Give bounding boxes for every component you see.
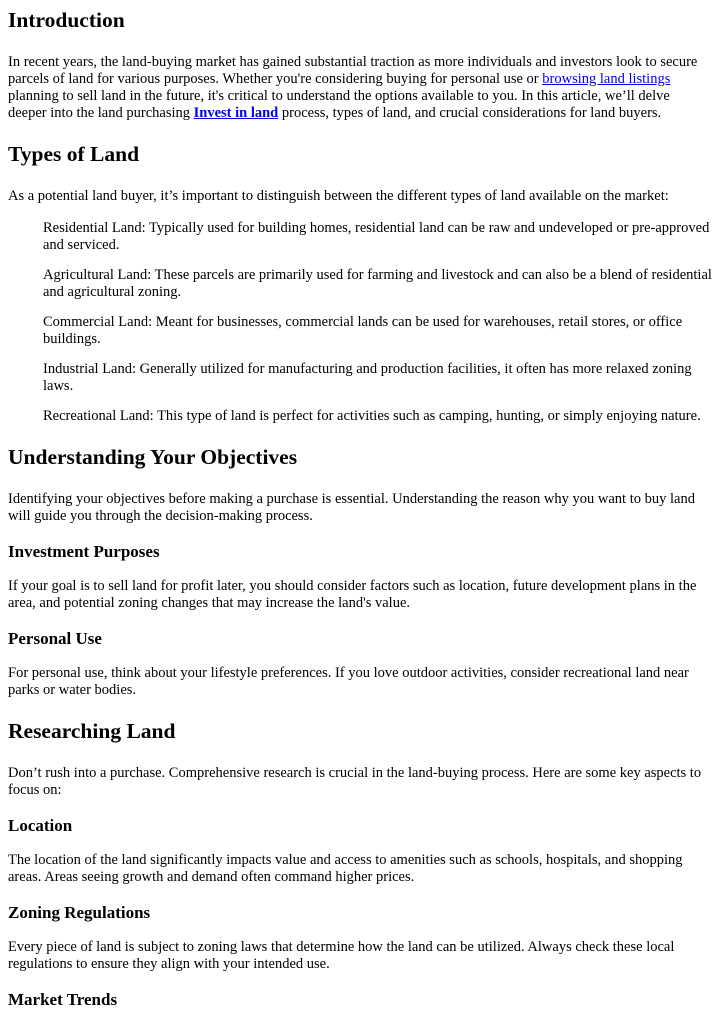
investment-purposes-paragraph: If your goal is to sell land for profit later, you should consider factors such as location, future development plans in the area, and potential zoning changes that may increase the land's value.: [8, 578, 697, 611]
researching-land-paragraph: Don’t rush into a purchase. Comprehensive research is crucial in the land-buying process. Here are some key aspects to focus on:: [8, 765, 702, 798]
introduction-paragraph: [8, 54, 712, 122]
list-item-recreational: Recreational Land: This type of land is perfect for activities such as camping, hunting, or simply enjoying nature.: [43, 408, 701, 424]
types-of-land-heading: Types of Land: [8, 142, 140, 166]
location-heading: Location: [8, 816, 73, 835]
objectives-paragraph: Identifying your objectives before making a purchase is essential. Understanding the reason why you want to buy land will guide you through the decision-making process.: [8, 491, 695, 524]
intro-text-1: In recent years, the land-buying market has gained substantial traction as more individuals and investors look to secure parcels of land for various purposes. Whether you're considering buying for personal use or: [8, 54, 698, 87]
location-paragraph: The location of the land significantly impacts value and access to amenities such as schools, hospitals, and shopping areas. Areas seeing growth and demand often command higher prices.: [8, 852, 683, 885]
list-item-commercial: Commercial Land: Meant for businesses, commercial lands can be used for warehouses, retail stores, or office buildings.: [43, 314, 683, 347]
investment-purposes-heading: Investment Purposes: [8, 542, 160, 561]
personal-use-heading: Personal Use: [8, 629, 102, 648]
introduction-heading: Introduction: [8, 8, 125, 32]
market-trends-heading: Market Trends: [8, 990, 118, 1009]
researching-land-heading: Researching Land: [8, 719, 176, 743]
zoning-regulations-heading: Zoning Regulations: [8, 903, 151, 922]
types-of-land-paragraph: As a potential land buyer, it’s important to distinguish between the different types of land available on the market:: [8, 188, 669, 204]
browsing-land-listings-link[interactable]: browsing land listings: [542, 71, 671, 87]
invest-in-land-link[interactable]: Invest in land: [193, 105, 279, 121]
zoning-regulations-paragraph: Every piece of land is subject to zoning laws that determine how the land can be utilized. Always check these local regulations to ensure they align with your intended use.: [8, 939, 675, 972]
list-item-agricultural: Agricultural Land: These parcels are primarily used for farming and livestock and can also be a blend of residential and agricultural zoning.: [43, 267, 712, 300]
list-item-residential: Residential Land: Typically used for building homes, residential land can be raw and undeveloped or pre-approved and serviced.: [43, 220, 710, 253]
objectives-heading: Understanding Your Objectives: [8, 445, 298, 469]
list-item-industrial: Industrial Land: Generally utilized for manufacturing and production facilities, it often has more relaxed zoning laws.: [43, 361, 692, 394]
land-types-list: [8, 220, 712, 425]
personal-use-paragraph: For personal use, think about your lifestyle preferences. If you love outdoor activities, consider recreational land near parks or water bodies.: [8, 665, 689, 698]
intro-text-3: process, types of land, and crucial considerations for land buyers.: [278, 105, 662, 121]
intro-text-2: planning to sell land in the future, it's critical to understand the options available to you. In this article, we’ll delve deeper into the land purchasing: [8, 88, 670, 121]
